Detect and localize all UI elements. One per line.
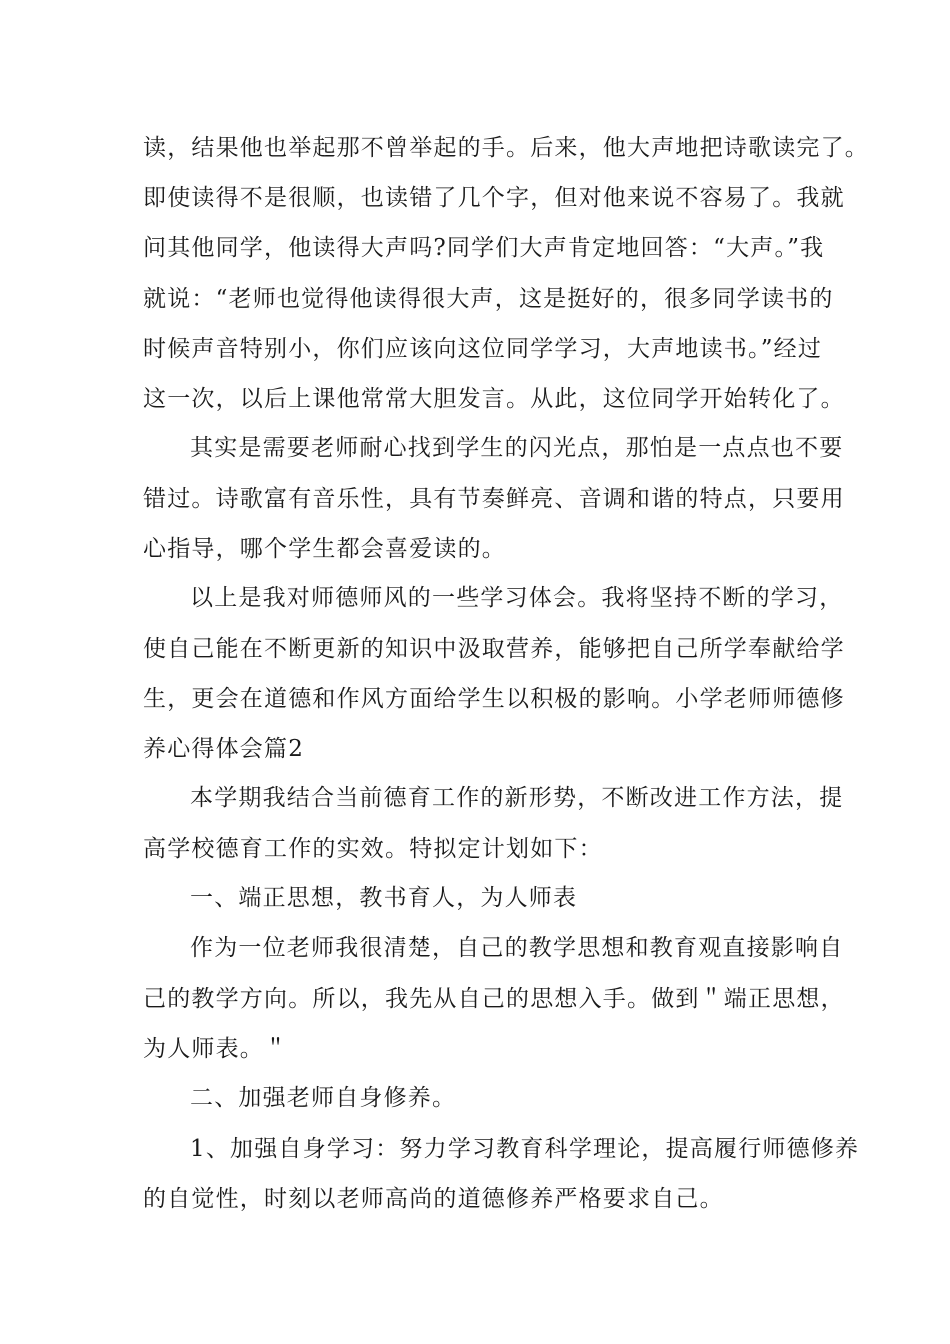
paragraph-first-line: 本学期我结合当前德育工作的新形势，不断改进工作方法，提 <box>190 785 844 811</box>
text-line: 为人师表。＂ <box>143 1036 289 1062</box>
text-line: 使自己能在不断更新的知识中汲取营养，能够把自己所学奉献给学 <box>143 636 845 662</box>
text-line: 读，结果他也举起那不曾举起的手。后来，他大声地把诗歌读完了。 <box>143 135 869 161</box>
section-title-line: 养心得体会篇2 <box>143 736 305 762</box>
text-line: 高学校德育工作的实效。特拟定计划如下： <box>143 836 603 862</box>
text-line: 生，更会在道德和作风方面给学生以积极的影响。小学老师师德修 <box>143 686 845 712</box>
paragraph-first-line: 作为一位老师我很清楚，自己的教学思想和教育观直接影响自 <box>190 935 844 961</box>
paragraph-first-line: 1、加强自身学习：努力学习教育科学理论，提高履行师德修养 <box>190 1136 860 1162</box>
heading-line: 二、加强老师自身修养。 <box>190 1085 457 1111</box>
text-line: 时候声音特别小，你们应该向这位同学学习，大声地读书。”经过 <box>143 336 823 362</box>
text-line: 的自觉性，时刻以老师高尚的道德修养严格要求自己。 <box>143 1186 724 1212</box>
text-line: 这一次，以后上课他常常大胆发言。从此，这位同学开始转化了。 <box>143 386 845 412</box>
paragraph-first-line: 其实是需要老师耐心找到学生的闪光点，那怕是一点点也不要 <box>190 435 844 461</box>
text-line: 问其他同学，他读得大声吗?同学们大声肯定地回答：“大声。”我 <box>143 235 825 261</box>
text-line: 就说：“老师也觉得他读得很大声，这是挺好的，很多同学读书的 <box>143 286 834 312</box>
paragraph-first-line: 以上是我对师德师风的一些学习体会。我将坚持不断的学习， <box>190 585 844 611</box>
heading-line: 一、端正思想，教书育人，为人师表 <box>190 885 578 911</box>
text-line: 错过。诗歌富有音乐性，具有节奏鲜亮、音调和谐的特点，只要用 <box>143 486 845 512</box>
text-line: 心指导，哪个学生都会喜爱读的。 <box>143 536 506 562</box>
text-line: 己的教学方向。所以，我先从自己的思想入手。做到＂端正思想， <box>143 986 845 1012</box>
text-line: 即使读得不是很顺，也读错了几个字，但对他来说不容易了。我就 <box>143 185 845 211</box>
